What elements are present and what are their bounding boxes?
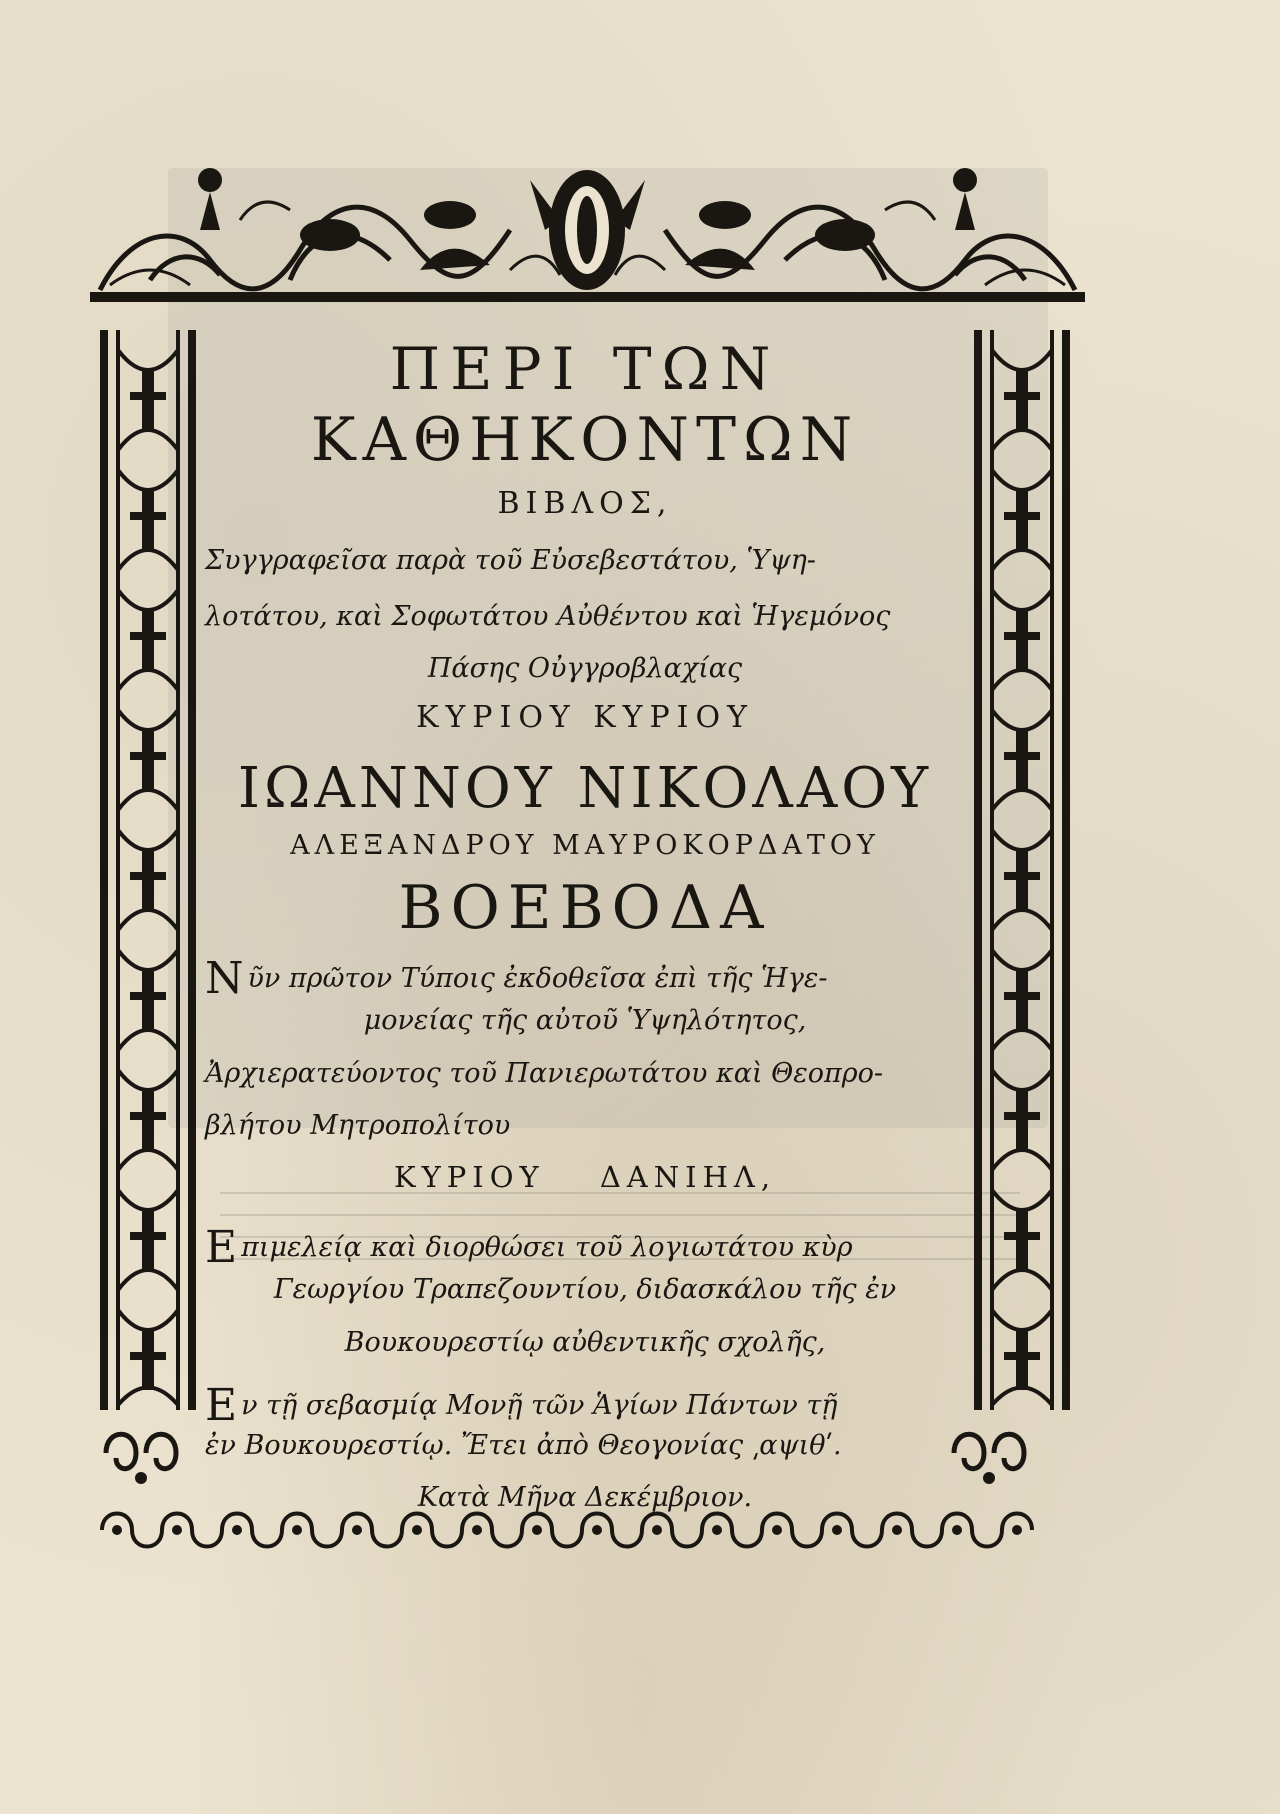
text-line-21: Κατὰ Μῆνα Δεκέμβριον. xyxy=(417,1482,753,1513)
text-line-18: Βουκουρεστίῳ αὐθεντικῆς σχολῆς, xyxy=(344,1327,826,1358)
text-line-5: λοτάτου, καὶ Σοφωτάτου Αὐθέντου καὶ Ἡγεμόνος xyxy=(205,601,891,632)
title-line-2: ΚΑΘΗΚΟΝΤΩΝ xyxy=(310,405,860,475)
text-line-8: ΙΩΑΝΝΟΥ ΝΙΚΟΛΑΟΥ xyxy=(237,756,933,821)
text-line-16 xyxy=(205,1222,975,1273)
text-line-11 xyxy=(205,953,975,1004)
text-line-11-body: ῦν πρῶτον Τύποις ἐκδοθεῖσα ἐπὶ τῆς Ἡγε- xyxy=(247,963,828,994)
text-line-19-body: ν τῇ σεβασμίᾳ Μονῇ τῶν Ἁγίων Πάντων τῇ xyxy=(241,1390,838,1421)
ornamental-headpiece xyxy=(90,160,1085,320)
title-line-1: ΠΕΡΙ ΤΩΝ xyxy=(389,335,781,403)
text-line-10: ΒΟΕΒΟΔΑ xyxy=(398,873,772,943)
text-line-15: ΚΥΡΙΟΥ ΔΑΝΙΗΛ, xyxy=(393,1160,777,1194)
text-line-12: μονείας τῆς αὐτοῦ Ὑψηλότητος, xyxy=(363,1005,807,1036)
fleuron-left xyxy=(96,1418,186,1488)
text-line-17: Γεωργίου Τραπεζουντίου, διδασκάλου τῆς ἐν xyxy=(273,1274,897,1305)
right-ornamental-border xyxy=(972,330,1072,1410)
text-line-19 xyxy=(205,1380,975,1431)
title-line-3: ΒΙΒΛΟΣ, xyxy=(497,486,673,521)
text-line-20: ἐν Βουκουρεστίῳ. Ἔτει ἀπὸ Θεογονίας ͵αψιθʹ. xyxy=(205,1430,842,1461)
text-line-14: βλήτου Μητροπολίτου xyxy=(205,1110,511,1141)
text-line-7: ΚΥΡΙΟΥ ΚΥΡΙΟΥ xyxy=(416,700,754,735)
text-line-4: Συγγραφεῖσα παρὰ τοῦ Εὐσεβεστάτου, Ὑψη- xyxy=(205,545,816,576)
initial-epsilon-2: Ε xyxy=(205,1380,238,1431)
text-line-9: ΑΛΕΞΑΝΔΡΟΥ ΜΑΥΡΟΚΟΡΔΑΤΟΥ xyxy=(290,830,880,861)
left-ornamental-border xyxy=(98,330,198,1410)
text-line-13: Ἀρχιερατεύοντος τοῦ Πανιερωτάτου καὶ Θεοπρο- xyxy=(205,1058,884,1089)
text-line-16-body: πιμελείᾳ καὶ διορθώσει τοῦ λογιωτάτου κὺρ xyxy=(241,1232,853,1263)
initial-nu: Ν xyxy=(205,953,244,1004)
initial-epsilon-1: Ε xyxy=(205,1222,238,1273)
text-line-6: Πάσης Οὐγγροβλαχίας xyxy=(427,653,743,684)
